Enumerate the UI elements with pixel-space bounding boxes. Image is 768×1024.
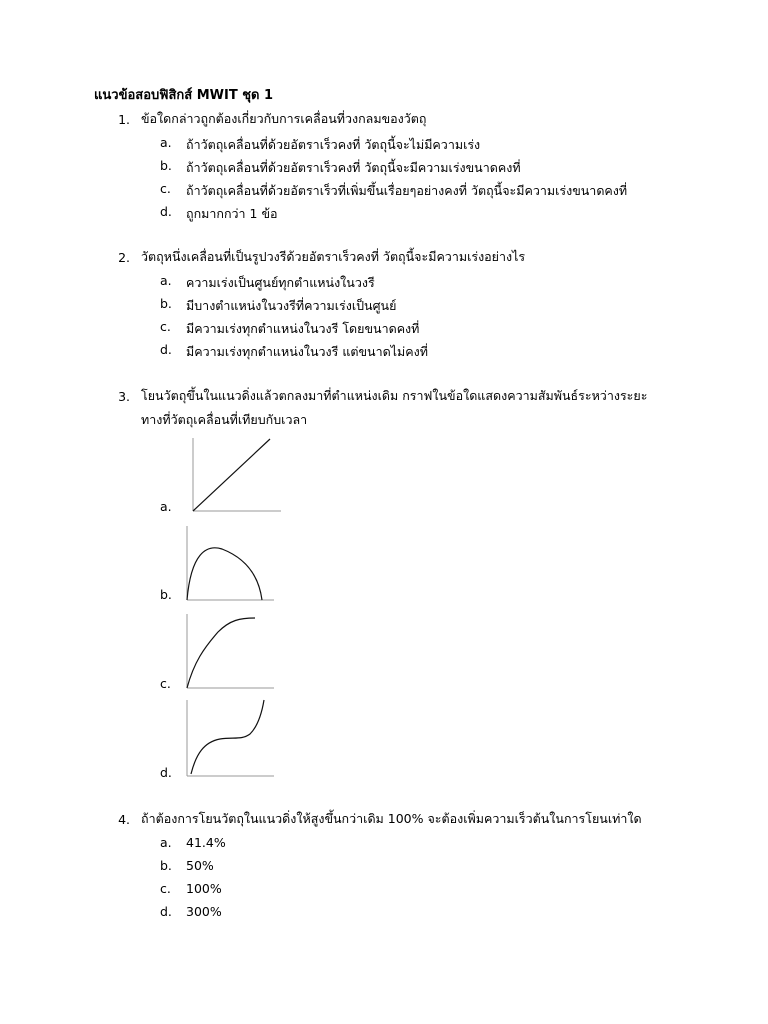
graph-a-straight-line	[184, 436, 284, 516]
document-title: แนวข้อสอบฟิสิกส์ MWIT ชุด 1	[94, 88, 274, 103]
question-3-option-d-label: d.	[160, 765, 172, 780]
question-1-text: ข้อใดกล่าวถูกต้องเกี่ยวกับการเคลื่อนที่วงกลมของวัตถุ	[141, 111, 427, 126]
question-1-option-d-label: d.	[160, 204, 172, 219]
question-2-number: 2.	[118, 250, 130, 265]
question-4-option-d-label: d.	[160, 904, 172, 919]
question-4-option-b-label: b.	[160, 858, 172, 873]
question-2-option-c-text: มีความเร่งทุกตำแหน่งในวงรี โดยขนาดคงที่	[186, 321, 420, 336]
question-2-option-a-text: ความเร่งเป็นศูนย์ทุกตำแหน่งในวงรี	[186, 275, 375, 290]
question-3-option-b-label: b.	[160, 587, 172, 602]
question-4-option-a-text: 41.4%	[186, 835, 226, 850]
graph-c-rising-then-level	[178, 612, 278, 692]
question-4-option-c-label: c.	[160, 881, 171, 896]
graph-b-arch	[178, 524, 278, 604]
question-2-option-c-label: c.	[160, 319, 171, 334]
question-3-text-line-2: ทางที่วัตถุเคลื่อนที่เทียบกับเวลา	[141, 412, 308, 427]
question-1-option-b-label: b.	[160, 158, 172, 173]
question-1-option-c-label: c.	[160, 181, 171, 196]
question-2-text: วัตถุหนึ่งเคลื่อนที่เป็นรูปวงรีด้วยอัตราเร็วคงที่ วัตถุนี้จะมีความเร่งอย่างไร	[141, 249, 526, 264]
question-1-option-d-text: ถูกมากกว่า 1 ข้อ	[186, 206, 278, 221]
graph-d-rise-plateau-rise	[178, 698, 278, 780]
question-4-number: 4.	[118, 812, 130, 827]
question-1-option-c-text: ถ้าวัตถุเคลื่อนที่ด้วยอัตราเร็วที่เพิ่มขึ้นเรื่อยๆอย่างคงที่ วัตถุนี้จะมีความเร่งขนาดคงที่	[186, 183, 628, 198]
question-4-option-c-text: 100%	[186, 881, 222, 896]
question-1-number: 1.	[118, 112, 130, 127]
question-3-number: 3.	[118, 389, 130, 404]
question-3-option-a-label: a.	[160, 499, 172, 514]
question-1-option-b-text: ถ้าวัตถุเคลื่อนที่ด้วยอัตราเร็วคงที่ วัตถุนี้จะมีความเร่งขนาดคงที่	[186, 160, 521, 175]
question-2-option-b-label: b.	[160, 296, 172, 311]
question-1-option-a-label: a.	[160, 135, 172, 150]
question-2-option-d-label: d.	[160, 342, 172, 357]
question-4-text: ถ้าต้องการโยนวัตถุในแนวดิ่งให้สูงขึ้นกว่าเดิม 100% จะต้องเพิ่มความเร็วต้นในการโยนเท่าใด	[141, 811, 642, 826]
question-2-option-d-text: มีความเร่งทุกตำแหน่งในวงรี แต่ขนาดไม่คงที่	[186, 344, 428, 359]
question-1-option-a-text: ถ้าวัตถุเคลื่อนที่ด้วยอัตราเร็วคงที่ วัตถุนี้จะไม่มีความเร่ง	[186, 137, 481, 152]
question-3-option-c-label: c.	[160, 676, 171, 691]
question-3-text-line-1: โยนวัตถุขึ้นในแนวดิ่งแล้วตกลงมาที่ตำแหน่งเดิม กราฟในข้อใดแสดงความสัมพันธ์ระหว่างระยะ	[141, 388, 648, 403]
question-2-option-b-text: มีบางตำแหน่งในวงรีที่ความเร่งเป็นศูนย์	[186, 298, 397, 313]
question-4-option-a-label: a.	[160, 835, 172, 850]
question-4-option-d-text: 300%	[186, 904, 222, 919]
question-4-option-b-text: 50%	[186, 858, 214, 873]
question-2-option-a-label: a.	[160, 273, 172, 288]
